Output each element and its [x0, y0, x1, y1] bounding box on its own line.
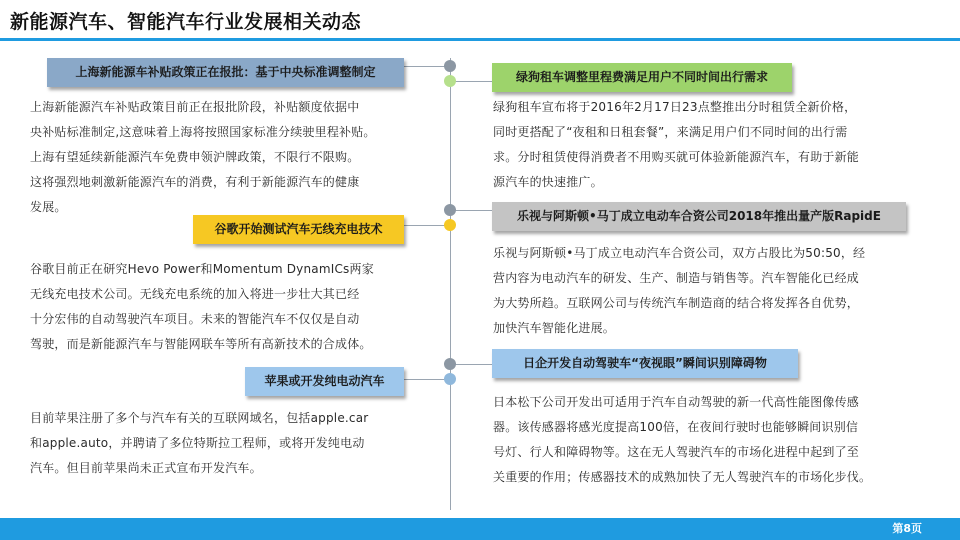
- timeline-dot-6: [444, 373, 456, 385]
- timeline-axis: [450, 58, 451, 510]
- news-heading-lvgou-rental: 绿狗租车调整里程费满足用户不同时间出行需求: [492, 63, 792, 92]
- news-heading-google-wireless: 谷歌开始测试汽车无线充电技术: [193, 215, 404, 244]
- timeline-dot-5: [444, 358, 456, 370]
- timeline-dot-2: [444, 75, 456, 87]
- news-heading-apple-ev: 苹果或开发纯电动汽车: [245, 367, 404, 396]
- news-body-lvgou-rental: 绿狗租车宣布将于2016年2月17日23点整推出分时租赁全新价格， 同时更搭配了“夜租和日租套餐”，来满足用户们不同时间的出行需 求。分时租赁使得消费者不用购买就可体验新能源汽车，有助于新能 源汽车的快速推广。: [493, 100, 860, 189]
- news-body-letv-aston: 乐视与阿斯顿•马丁成立电动汽车合资公司，双方占股比为50:50，经 营内容为电动汽车的研发、生产、制造与销售等。汽车智能化已经成 为大势所趋。互联网公司与传统汽车制造商的结合将发挥各自优势， 加快汽车智能化进展。: [493, 246, 866, 335]
- footer-bar: [0, 518, 960, 540]
- connector-right-2: [450, 210, 492, 211]
- timeline-dot-4: [444, 219, 456, 231]
- news-heading-shanghai-subsidy: 上海新能源车补贴政策正在报批：基于中央标准调整制定: [47, 58, 404, 87]
- news-body-panasonic-nightvision: 日本松下公司开发出可适用于汽车自动驾驶的新一代高性能图像传感 器。该传感器将感光度提高100倍，在夜间行驶时也能够瞬间识别信 号灯、行人和障碍物等。这在无人驾驶汽车的市场化进程中起到了至 关重要的作用；传感器技术的成熟加快了无人驾驶汽车的市场化步伐。: [493, 395, 872, 484]
- timeline-dot-3: [444, 204, 456, 216]
- news-body-shanghai-subsidy: 上海新能源汽车补贴政策目前正在报批阶段，补贴额度依据中 央补贴标准制定,这意味着上海将按照国家标准分续驶里程补贴。 上海有望延续新能源汽车免费申领沪牌政策，不限行不限购。 这将强烈地刺激新能源汽车的消费，有利于新能源汽车的健康 发展。: [30, 100, 376, 214]
- news-body-apple-ev: 目前苹果注册了多个与汽车有关的互联网域名，包括apple.car 和apple.auto，并聘请了多位特斯拉工程师，或将开发纯电动 汽车。但目前苹果尚未正式宣布开发汽车。: [30, 411, 369, 475]
- news-heading-letv-aston: 乐视与阿斯顿•马丁成立电动车合资公司2018年推出量产版RapidE: [492, 202, 906, 231]
- news-body-google-wireless: 谷歌目前正在研究Hevo Power和Momentum DynamICs两家 无线充电技术公司。无线充电系统的加入将进一步壮大其已经 十分宏伟的自动驾驶汽车项目。未来的智能汽车不仅仅是自动 驾驶，而是新能源汽车与智能网联车等所有高新技术的合成体。: [30, 262, 374, 351]
- page-number: 第8页: [892, 522, 922, 535]
- timeline-dot-1: [444, 60, 456, 72]
- title-divider: [0, 38, 960, 41]
- connector-right-3: [450, 364, 492, 365]
- news-heading-panasonic-nightvision: 日企开发自动驾驶车“夜视眼”瞬间识别障碍物: [492, 349, 798, 378]
- connector-right-1: [450, 81, 492, 82]
- page-title: 新能源汽车、智能汽车行业发展相关动态: [10, 11, 362, 33]
